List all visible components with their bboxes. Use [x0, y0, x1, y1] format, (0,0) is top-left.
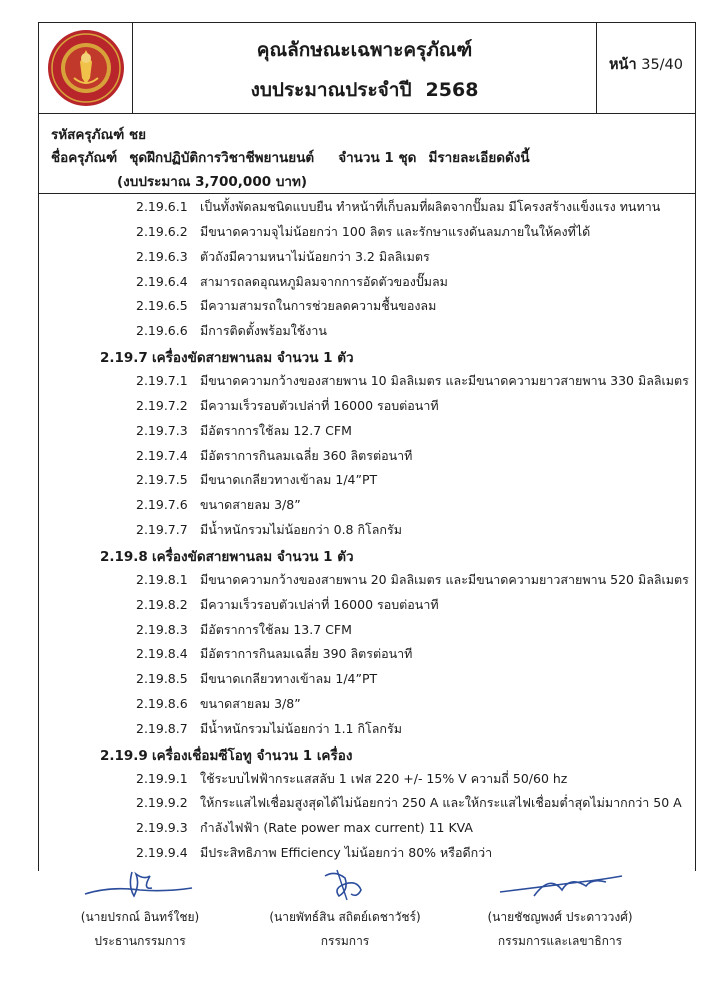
item-text: ตัวถังมีความหนาไม่น้อยกว่า 3.2 มิลลิเมตร [200, 248, 430, 264]
item-text: เครื่องเชื่อมซีโอทู จำนวน 1 เครื่อง [152, 747, 353, 764]
logo-cell [39, 23, 133, 113]
item-number: 2.19.7.6 [136, 497, 188, 513]
page-number [597, 53, 695, 76]
item-text: มีน้ำหนักรวมไม่น้อยกว่า 0.8 กิโลกรัม [200, 522, 402, 537]
signature-block-chair [50, 866, 230, 956]
item-text: ให้กระแสไฟเชื่อมสูงสุดได้ไม่น้อยกว่า 250 A และให้กระแสไฟเชื่อมต่ำสุดไม่มากกว่า 50 A [200, 795, 682, 811]
signature-block-secretary [460, 866, 660, 956]
item-text: เครื่องขัดสายพานลม จำนวน 1 ตัว [152, 548, 354, 565]
equipment-detail-note: มีรายละเอียดดังนี้ [428, 150, 530, 166]
spec-item [136, 644, 412, 664]
spec-item [136, 570, 689, 590]
item-number: 2.19.6.3 [136, 248, 188, 264]
item-number: 2.19.6.1 [136, 199, 188, 214]
item-number: 2.19.6.2 [136, 223, 188, 239]
section-heading [100, 346, 354, 368]
item-text: มีอัตราการกินลมเฉลี่ย 360 ลิตรต่อนาที [200, 447, 413, 463]
document-header [38, 22, 696, 114]
page-number-cell [597, 23, 695, 113]
equipment-name-label: ชื่อครุภัณฑ์ [51, 150, 118, 166]
equipment-quantity: จำนวน 1 ชุด [338, 150, 417, 166]
item-text: ขนาดสายลม 3/8” [200, 696, 301, 711]
secretary-name: (นายชัชญพงศ์ ประดาววงศ์) [487, 910, 633, 924]
item-text: มีอัตราการใช้ลม 13.7 CFM [200, 621, 352, 637]
signature-block-member [250, 866, 440, 956]
item-text: สามารถลดอุณหภูมิลมจากการอัดตัวของปั๊มลม [200, 273, 448, 289]
item-text: เป็นทั้งพัดลมชนิดแบบยืน ทำหน้าที่เก็บลมที่ผลิตจากปั๊มลม มีโครงสร้างแข็งแรง ทนทาน [200, 199, 661, 214]
item-number: 2.19.8.7 [136, 720, 188, 736]
item-text: มีอัตราการใช้ลม 12.7 CFM [200, 422, 352, 438]
item-text: มีขนาดความกว้างของสายพาน 10 มิลลิเมตร และมีขนาดความยาวสายพาน 330 มิลลิเมตร [200, 373, 689, 388]
section-heading [100, 545, 354, 567]
item-text: ใช้ระบบไฟฟ้ากระแสสลับ 1 เฟส 220 +/- 15% V ความถี่ 50/60 hz [200, 770, 568, 786]
item-number: 2.19.9.4 [136, 845, 188, 861]
item-text: มีขนาดความกว้างของสายพาน 20 มิลลิเมตร และมีขนาดความยาวสายพาน 520 มิลลิเมตร [200, 571, 689, 587]
item-text: มีความเร็วรอบตัวเปล่าที่ 16000 รอบต่อนาที [200, 397, 439, 413]
item-text: มีน้ำหนักรวมไม่น้อยกว่า 1.1 กิโลกรัม [200, 720, 402, 736]
chair-name: (นายปรกณ์ อินทร์ใชย) [80, 910, 200, 924]
spec-item [136, 371, 689, 391]
item-number: 2.19.8.2 [136, 596, 188, 612]
spec-item [136, 446, 412, 466]
spec-item [136, 620, 352, 640]
item-number: 2.19.9.1 [136, 770, 188, 786]
item-number: 2.19.8 [100, 548, 148, 565]
spec-item [136, 769, 567, 789]
item-text: เครื่องขัดสายพานลม จำนวน 1 ตัว [152, 350, 354, 367]
section-heading [100, 744, 352, 766]
equipment-info [38, 114, 696, 194]
item-number: 2.19.7 [100, 350, 148, 367]
item-number: 2.19.9.2 [136, 795, 188, 811]
item-number: 2.19.7.1 [136, 373, 188, 388]
spec-item [136, 421, 352, 441]
item-number: 2.19.9.3 [136, 820, 188, 836]
spec-item [136, 694, 301, 714]
spec-item [136, 247, 430, 267]
item-number: 2.19.8.5 [136, 671, 188, 687]
title-cell [133, 23, 597, 113]
item-number: 2.19.6.5 [136, 298, 188, 314]
spec-item [136, 296, 436, 316]
item-number: 2.19.8.4 [136, 646, 188, 662]
item-text: มีการติดตั้งพร้อมใช้งาน [200, 323, 327, 339]
item-text: กำลังไฟฟ้า (Rate power max current) 11 KVA [200, 820, 473, 836]
equipment-code: รหัสครุภัณฑ์ ชย [51, 127, 147, 143]
item-text: มีความสามรถในการช่วยลดความชื้นของลม [200, 298, 437, 314]
spec-item [136, 321, 327, 341]
member-role: กรรมการ [320, 934, 370, 948]
page-label: หน้า [608, 57, 637, 73]
spec-item [136, 470, 377, 490]
equipment-name-line [51, 146, 530, 168]
spec-item [136, 719, 402, 739]
item-number: 2.19.7.3 [136, 422, 188, 438]
spec-item [136, 843, 492, 863]
spec-item [136, 197, 660, 217]
item-text: มีความเร็วรอบตัวเปล่าที่ 16000 รอบต่อนาที [200, 596, 439, 612]
item-number: 2.19.7.2 [136, 397, 188, 413]
item-text: มีประสิทธิภาพ Efficiency ไม่น้อยกว่า 80% หรือดีกว่า [200, 845, 493, 861]
equipment-name: ชุดฝึกปฏิบัติการวิชาชีพยานยนต์ [129, 150, 315, 166]
secretary-role: กรรมการและเลขาธิการ [497, 934, 623, 948]
item-number: 2.19.6.4 [136, 273, 188, 289]
item-number: 2.19.7.5 [136, 472, 188, 488]
item-number: 2.19.8.3 [136, 621, 188, 637]
budget-year-label: งบประมาณประจำปี [250, 79, 412, 101]
item-text: มีอัตราการกินลมเฉลี่ย 390 ลิตรต่อนาที [200, 646, 413, 662]
item-text: มีขนาดเกลียวทางเข้าลม 1/4”PT [200, 472, 378, 488]
member-name: (นายพัทธ์สิน สถิตย์เดชาวัชร์) [269, 910, 421, 924]
spec-item [136, 818, 473, 838]
spec-item [136, 793, 682, 813]
equipment-budget: (งบประมาณ 3,700,000 บาท) [117, 174, 308, 190]
spec-item [136, 495, 301, 515]
spec-item [136, 595, 439, 615]
spec-item [136, 222, 590, 242]
vocational-education-seal-icon [46, 28, 126, 108]
item-text: มีขนาดเกลียวทางเข้าลม 1/4”PT [200, 671, 378, 687]
budget-year: 2568 [425, 79, 479, 101]
spec-item [136, 520, 402, 540]
item-text: ขนาดสายลม 3/8” [200, 497, 301, 513]
item-number: 2.19.8.1 [136, 571, 188, 587]
chair-role: ประธานกรรมการ [94, 934, 186, 948]
document-title: คุณลักษณะเฉพาะครุภัณฑ์ [256, 39, 473, 61]
item-text: มีขนาดความจุไม่น้อยกว่า 100 ลิตร และรักษาแรงดันลมภายในให้คงที่ได้ [200, 223, 591, 239]
item-number: 2.19.7.7 [136, 522, 188, 537]
budget-year-line [133, 75, 596, 105]
handwritten-signature-chair [80, 866, 200, 902]
spec-item [136, 272, 448, 292]
item-number: 2.19.7.4 [136, 447, 188, 463]
handwritten-signature-secretary [490, 866, 630, 902]
handwritten-signature-member [305, 866, 385, 902]
item-number: 2.19.9 [100, 747, 148, 764]
item-number: 2.19.6.6 [136, 323, 188, 339]
page-value: 35/40 [641, 57, 684, 73]
spec-item [136, 669, 377, 689]
spec-item [136, 396, 439, 416]
item-number: 2.19.8.6 [136, 696, 188, 711]
